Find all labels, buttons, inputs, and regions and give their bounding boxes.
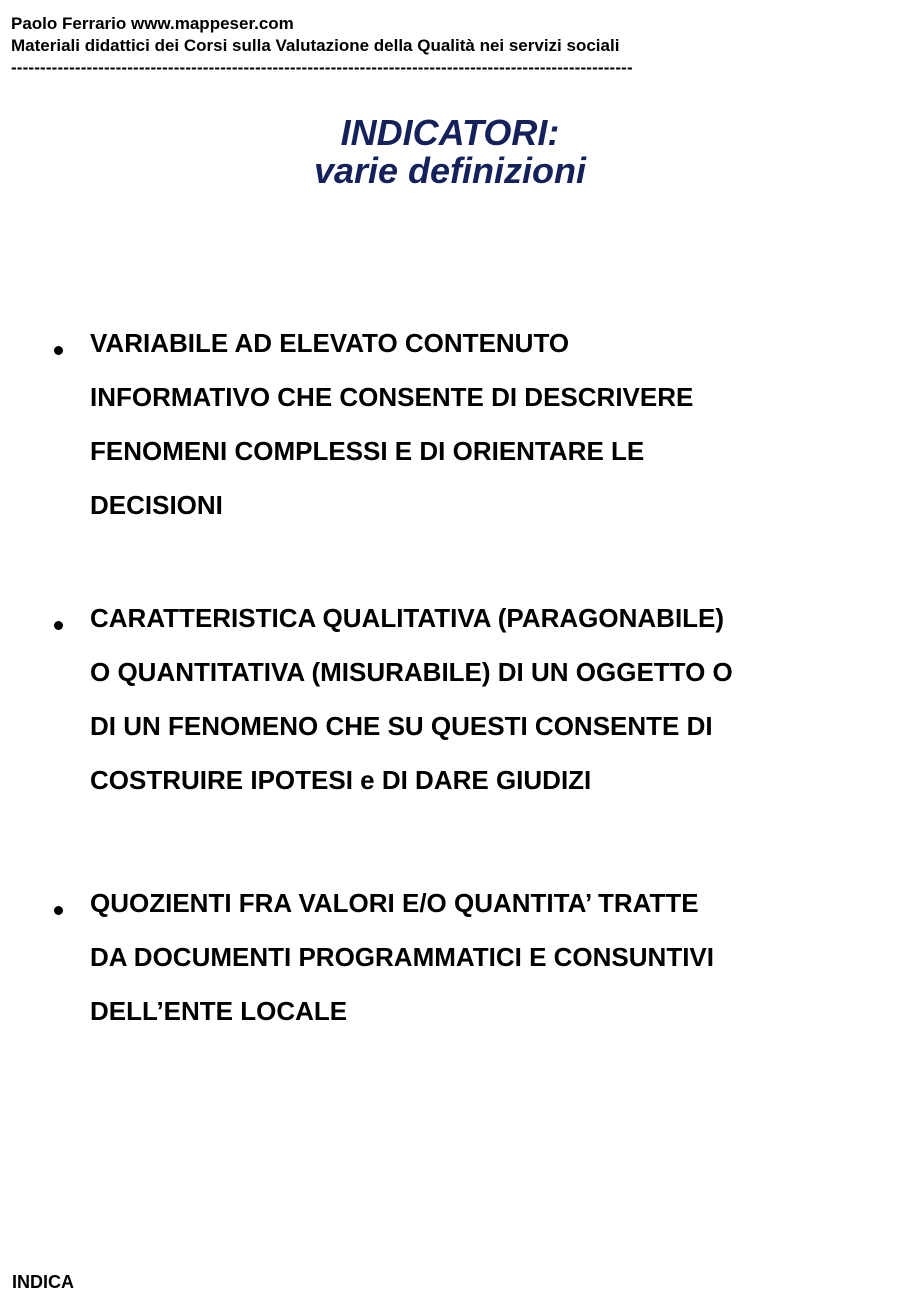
definition-item bbox=[90, 876, 890, 1038]
definition-line: INFORMATIVO CHE CONSENTE DI DESCRIVERE bbox=[90, 382, 694, 412]
definition-line: DI UN FENOMENO CHE SU QUESTI CONSENTE DI bbox=[90, 711, 713, 741]
header-separator: ----------------------------------------------------------------------------------------------------------- bbox=[11, 58, 633, 77]
title-subtitle: varie definizioni bbox=[313, 150, 587, 191]
bullet-dot-icon bbox=[54, 906, 63, 915]
definition-line: DELL’ENTE LOCALE bbox=[90, 996, 348, 1026]
definition-item bbox=[90, 591, 890, 807]
definition-line: FENOMENI COMPLESSI E DI ORIENTARE LE bbox=[90, 436, 645, 466]
definition-line: CARATTERISTICA QUALITATIVA (PARAGONABILE) bbox=[90, 603, 725, 633]
definition-line: DECISIONI bbox=[90, 490, 223, 520]
course-line: Materiali didattici dei Corsi sulla Valutazione della Qualità nei servizi sociali bbox=[11, 36, 620, 55]
definition-item bbox=[90, 316, 890, 532]
definition-line: DA DOCUMENTI PROGRAMMATICI E CONSUNTIVI bbox=[90, 942, 714, 972]
definition-line: COSTRUIRE IPOTESI e DI DARE GIUDIZI bbox=[90, 765, 592, 795]
title-main: INDICATORI: bbox=[340, 112, 560, 153]
definition-line: QUOZIENTI FRA VALORI E/O QUANTITA’ TRATTE bbox=[90, 888, 699, 918]
bullet-dot-icon bbox=[54, 621, 63, 630]
bullet-dot-icon bbox=[54, 346, 63, 355]
definition-line: VARIABILE AD ELEVATO CONTENUTO bbox=[90, 328, 570, 358]
definition-line: O QUANTITATIVA (MISURABILE) DI UN OGGETTO O bbox=[90, 657, 733, 687]
footer-label: INDICA bbox=[12, 1272, 74, 1292]
author-line: Paolo Ferrario www.mappeser.com bbox=[11, 14, 294, 33]
